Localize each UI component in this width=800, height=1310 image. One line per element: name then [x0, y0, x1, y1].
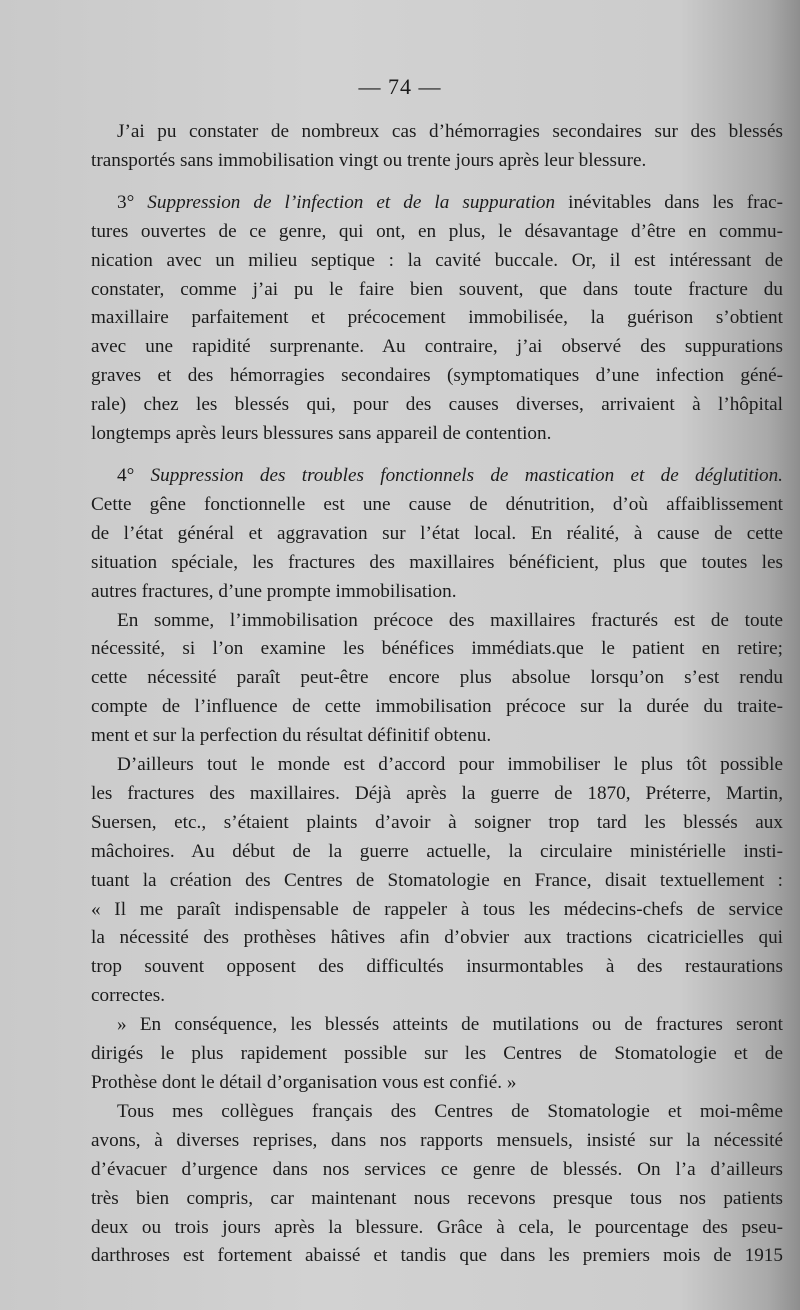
text-line — [91, 491, 783, 520]
text-line — [91, 1098, 783, 1127]
line-text: de l’état général et aggravation sur l’état local. En réalité, à cause de cette — [91, 522, 783, 544]
line-text: dirigés le plus rapidement possible sur les Centres de Stomatologie et de — [91, 1043, 783, 1065]
text-line — [91, 722, 783, 751]
text-line — [91, 751, 783, 780]
text-line — [91, 664, 783, 693]
line-text: cette nécessité paraît peut-être encore plus absolue lorsqu’on s’est rendu — [91, 667, 783, 689]
line-text: la nécessité des prothèses hâtives afin d’obvier aux tractions cicatricielles qui — [91, 927, 783, 949]
text-line — [91, 118, 783, 147]
text-line — [91, 462, 783, 491]
line-text: d’évacuer d’urgence dans nos services ce genre de blessés. On l’a d’ailleurs — [91, 1158, 783, 1180]
text-line — [91, 578, 783, 607]
list-number: 4° — [117, 464, 151, 486]
line-text: trop souvent opposent des difficultés insurmontables à des restaurations — [91, 956, 783, 978]
list-number: 3° — [117, 191, 148, 213]
body-text — [91, 118, 783, 1271]
line-text: longtemps après leurs blessures sans appareil de contention. — [91, 423, 552, 445]
text-line — [91, 809, 783, 838]
text-line — [91, 1156, 783, 1185]
text-line — [91, 520, 783, 549]
text-line — [91, 607, 783, 636]
line-text: En somme, l’immobilisation précoce des maxillaires fracturés est de toute — [117, 609, 783, 631]
text-line — [91, 1069, 783, 1098]
text-line — [91, 549, 783, 578]
text-line — [91, 276, 783, 305]
line-text: nication avec un milieu septique : la cavité buccale. Or, il est intéressant de — [91, 249, 783, 271]
line-text: très bien compris, car maintenant nous recevons presque tous nos patients — [91, 1187, 783, 1209]
line-text: Prothèse dont le détail d’organisation vous est confié. » — [91, 1072, 517, 1093]
line-text: mâchoires. Au début de la guerre actuelle, la circulaire ministérielle insti- — [91, 840, 783, 862]
text-line — [91, 867, 783, 896]
text-line — [91, 693, 783, 722]
line-text: situation spéciale, les fractures des maxillaires bénéficient, plus que toutes les — [91, 551, 783, 573]
italic-heading: Suppression de l’infection et de la suppuration — [147, 191, 556, 213]
line-text: autres fractures, d’une prompte immobilisation. — [91, 580, 457, 602]
italic-heading: Suppression des troubles fonctionnels de mastication et de déglutition. — [150, 464, 783, 486]
line-text: compte de l’influence de cette immobilisation précoce sur la durée du traite- — [91, 696, 783, 718]
line-text: correctes. — [91, 985, 166, 1007]
text-line — [91, 1185, 783, 1214]
text-line — [91, 1011, 783, 1040]
line-text: constater, comme j’ai pu le faire bien souvent, que dans toute fracture du — [91, 278, 783, 300]
line-text: « Il me paraît indispensable de rappeler à tous les médecins-chefs de service — [91, 898, 783, 920]
line-text: » En conséquence, les blessés atteints de mutilations ou de fractures seront — [117, 1014, 783, 1036]
text-line — [91, 838, 783, 867]
line-text: J’ai pu constater de nombreux cas d’hémorragies secondaires sur des blessés — [117, 121, 783, 142]
line-text: darthroses est fortement abaissé et tandis que dans les premiers mois de 1915 — [91, 1245, 783, 1267]
line-text: transportés sans immobilisation vingt ou trente jours après leur blessure. — [91, 149, 647, 171]
text-line — [91, 333, 783, 362]
line-text: maxillaire parfaitement et précocement immobilisée, la guérison s’obtient — [91, 307, 783, 329]
text-line — [91, 1242, 783, 1271]
text-line — [91, 391, 783, 420]
line-text: ment et sur la perfection du résultat définitif obtenu. — [91, 725, 492, 747]
text-line — [91, 218, 783, 247]
text-line — [91, 982, 783, 1011]
text-line — [91, 1040, 783, 1069]
text-line — [91, 896, 783, 925]
text-line — [91, 189, 783, 218]
text-line — [91, 304, 783, 333]
line-text: Cette gêne fonctionnelle est une cause de dénutrition, d’où affaiblissement — [91, 493, 783, 515]
line-text: inévitables dans les frac- — [555, 191, 783, 213]
line-text: rale) chez les blessés qui, pour des causes diverses, arrivaient à l’hôpital — [91, 394, 783, 416]
line-text: tures ouvertes de ce genre, qui ont, en plus, le désavantage d’être en commu- — [91, 220, 783, 242]
text-line — [91, 1127, 783, 1156]
line-text: avec une rapidité surprenante. Au contraire, j’ai observé des suppurations — [91, 336, 783, 358]
page-number: — 74 — — [358, 74, 442, 99]
line-text: les fractures des maxillaires. Déjà après la guerre de 1870, Préterre, Martin, — [91, 782, 783, 804]
text-line — [91, 147, 783, 176]
text-line — [91, 635, 783, 664]
line-text: deux ou trois jours après la blessure. Grâce à cela, le pourcentage des pseu- — [91, 1216, 783, 1238]
line-text: graves et des hémorragies secondaires (symptomatiques d’une infection géné- — [91, 365, 783, 387]
text-line — [91, 953, 783, 982]
text-line — [91, 362, 783, 391]
text-line — [91, 1214, 783, 1243]
line-text: tuant la création des Centres de Stomatologie en France, disait textuellement : — [91, 869, 783, 891]
text-line — [91, 924, 783, 953]
line-text: D’ailleurs tout le monde est d’accord pour immobiliser le plus tôt possible — [117, 754, 783, 776]
text-line — [91, 247, 783, 276]
line-text: Tous mes collègues français des Centres de Stomatologie et moi-même — [117, 1100, 783, 1122]
line-text: Suersen, etc., s’étaient plaints d’avoir à soigner trop tard les blessés aux — [91, 811, 783, 833]
line-text: avons, à diverses reprises, dans nos rapports mensuels, insisté sur la nécessité — [91, 1129, 783, 1151]
text-line — [91, 780, 783, 809]
text-line — [91, 420, 783, 449]
line-text: nécessité, si l’on examine les bénéfices immédiats.que le patient en retire; — [91, 638, 783, 660]
